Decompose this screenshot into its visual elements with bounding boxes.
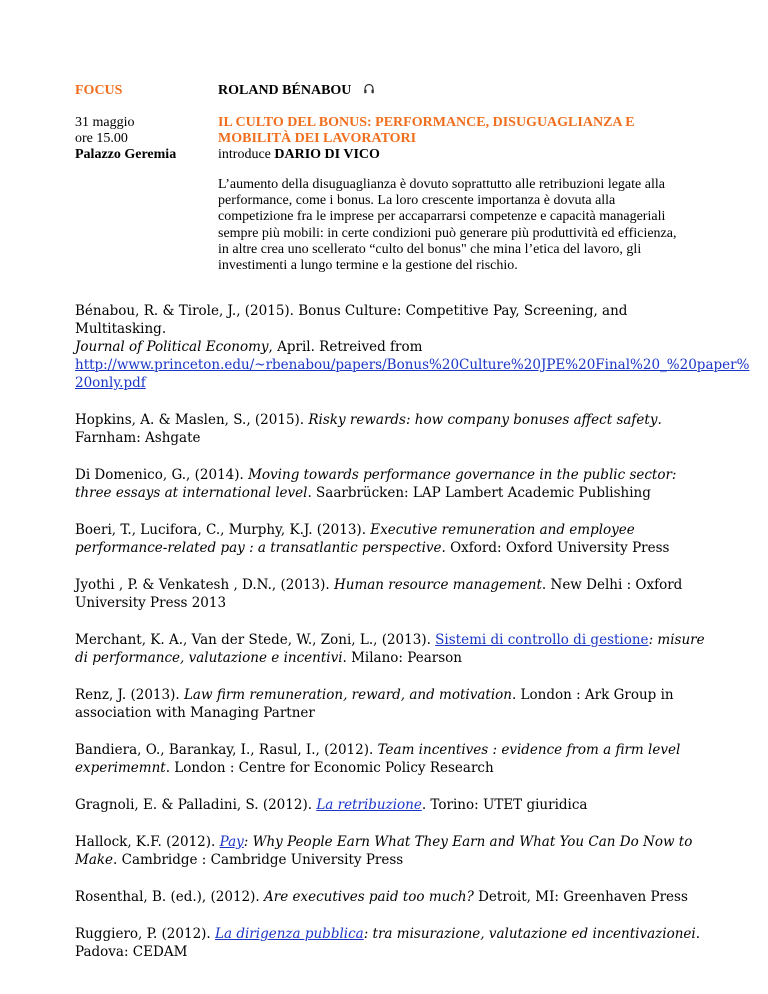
ref-rest: . London : Centre for Economic Policy Research [165,760,494,776]
talk-info [218,115,718,163]
ref-rest: . London : Ark Group in association with Managing Partner [75,687,674,721]
ref-title: Moving towards performance governance in the public sector: three essays at international level [75,467,677,501]
abstract-line: L’aumento della disuguaglianza è dovuto soprattutto alle retribuzioni legate alla [218,177,665,192]
ref-authors: Ruggiero, P. (2012). [75,926,216,942]
speaker-line [218,83,718,99]
ref-url-link[interactable]: http://www.princeton.edu/~rbenabou/papers/Bonus%20Culture%20JPE%20Final%20_%20paper% [75,357,750,373]
ref-authors: Hallock, K.F. (2012). [75,834,220,850]
reference-item [75,741,715,777]
introducer-name: DARIO DI VICO [274,147,380,162]
header-row-abstract [75,165,715,274]
ref-authors: Jyothi , P. & Venkatesh , D.N., (2013). [75,577,334,593]
reference-item [75,576,715,612]
reference-item [75,888,715,906]
abstract-line: sempre più mobili: in certe condizioni può generare più produttività ed efficienza, [218,225,677,241]
ref-title: Law firm remuneration, reward, and motivation [183,687,512,703]
ref-title: Are executives paid too much? [264,889,474,905]
ref-title-link[interactable]: La dirigenza pubblica [215,926,364,942]
ref-title-link[interactable]: Sistemi di controllo di gestione [435,632,649,648]
reference-item [75,796,715,814]
ref-rest: . Oxford: Oxford University Press [441,540,670,556]
abstract-line: competizione fra le imprese per accaparrarsi competenze e capacità manageriali [218,209,666,225]
audio-headphones-icon[interactable] [363,83,375,95]
ref-authors: Rosenthal, B. (ed.), (2012). [75,889,264,905]
ref-title: Risky rewards: how company bonuses affect safety [308,412,658,428]
event-header [75,83,715,274]
ref-rest: . Farnham: Ashgate [75,412,662,446]
ref-authors: Gragnoli, E. & Palladini, S. (2012). [75,797,317,813]
reference-item [75,411,715,447]
introduce-label: introduce [218,147,271,162]
ref-title: : misure di performance, valutazione e incentivi [75,632,705,666]
header-row-details [75,115,715,165]
ref-title-link[interactable]: La retribuzione [316,797,422,813]
ref-authors: Bandiera, O., Barankay, I., Rasul, I., (2012). [75,742,378,758]
ref-title-link[interactable]: Pay [219,834,244,850]
ref-rest: . Saarbrücken: LAP Lambert Academic Publishing [307,485,651,501]
ref-title: Human resource management [333,577,542,593]
talk-title-line2: MOBILITÀ DEI LAVORATORI [218,131,417,146]
ref-title: : Why People Earn What They Earn and What You Can Do Now to Make [75,834,693,868]
ref-rest: . Padova: CEDAM [75,926,700,960]
reference-item [75,686,715,722]
speaker-name: ROLAND BÉNABOU [218,83,352,98]
ref-authors: Di Domenico, G., (2014). [75,467,249,483]
reference-item [75,833,715,869]
ref-rest: . Torino: UTET giuridica [421,797,588,813]
reference-item [75,466,715,502]
reference-item [75,631,715,667]
ref-title: Executive remuneration and employee performance-related pay : a transatlantic perspective [75,522,635,556]
ref-rest: . New Delhi : Oxford University Press 2013 [75,577,683,611]
abstract-line: in altre crea uno scellerato “culto del bonus" che mina l’etica del lavoro, gli [218,241,642,257]
abstract-line: investimenti a lungo termine e la gestione del rischio. [218,258,518,274]
reference-item [75,521,715,557]
event-venue: Palazzo Geremia [75,147,177,162]
ref-url-link[interactable]: 20only.pdf [75,375,146,391]
event-date: 31 maggio [75,115,135,130]
ref-authors: Bénabou, R. & Tirole, J., (2015). Bonus Culture: Competitive Pay, Screening, and Multitasking. [75,303,628,337]
ref-authors: Merchant, K. A., Van der Stede, W., Zoni, L., (2013). [75,632,436,648]
ref-rest: Detroit, MI: Greenhaven Press [473,889,688,905]
talk-abstract [218,177,718,274]
reference-item [75,302,750,392]
reference-item [75,925,715,961]
header-row-top [75,83,715,115]
ref-rest: . Cambridge : Cambridge University Press [113,852,404,868]
introducer-line [218,147,718,163]
event-when-where [75,115,215,163]
ref-authors: Hopkins, A. & Maslen, S., (2015). [75,412,309,428]
ref-authors: Boeri, T., Lucifora, C., Murphy, K.J. (2013). [75,522,371,538]
bibliography [75,302,750,980]
ref-rest: . Milano: Pearson [342,650,462,666]
ref-rest: , April. Retreived from [268,339,423,355]
ref-title: Team incentives : evidence from a firm level experimemnt [75,742,681,776]
event-time: ore 15.00 [75,131,128,146]
ref-journal: Journal of Political Economy [75,339,269,355]
ref-title: : tra misurazione, valutazione ed incentivazionei [363,926,696,942]
section-label: FOCUS [75,83,123,98]
ref-authors: Renz, J. (2013). [75,687,184,703]
abstract-line: performance, come i bonus. La loro crescente importanza è dovuta alla [218,193,616,209]
talk-title-line1: IL CULTO DEL BONUS: PERFORMANCE, DISUGUAGLIANZA E [218,115,635,130]
